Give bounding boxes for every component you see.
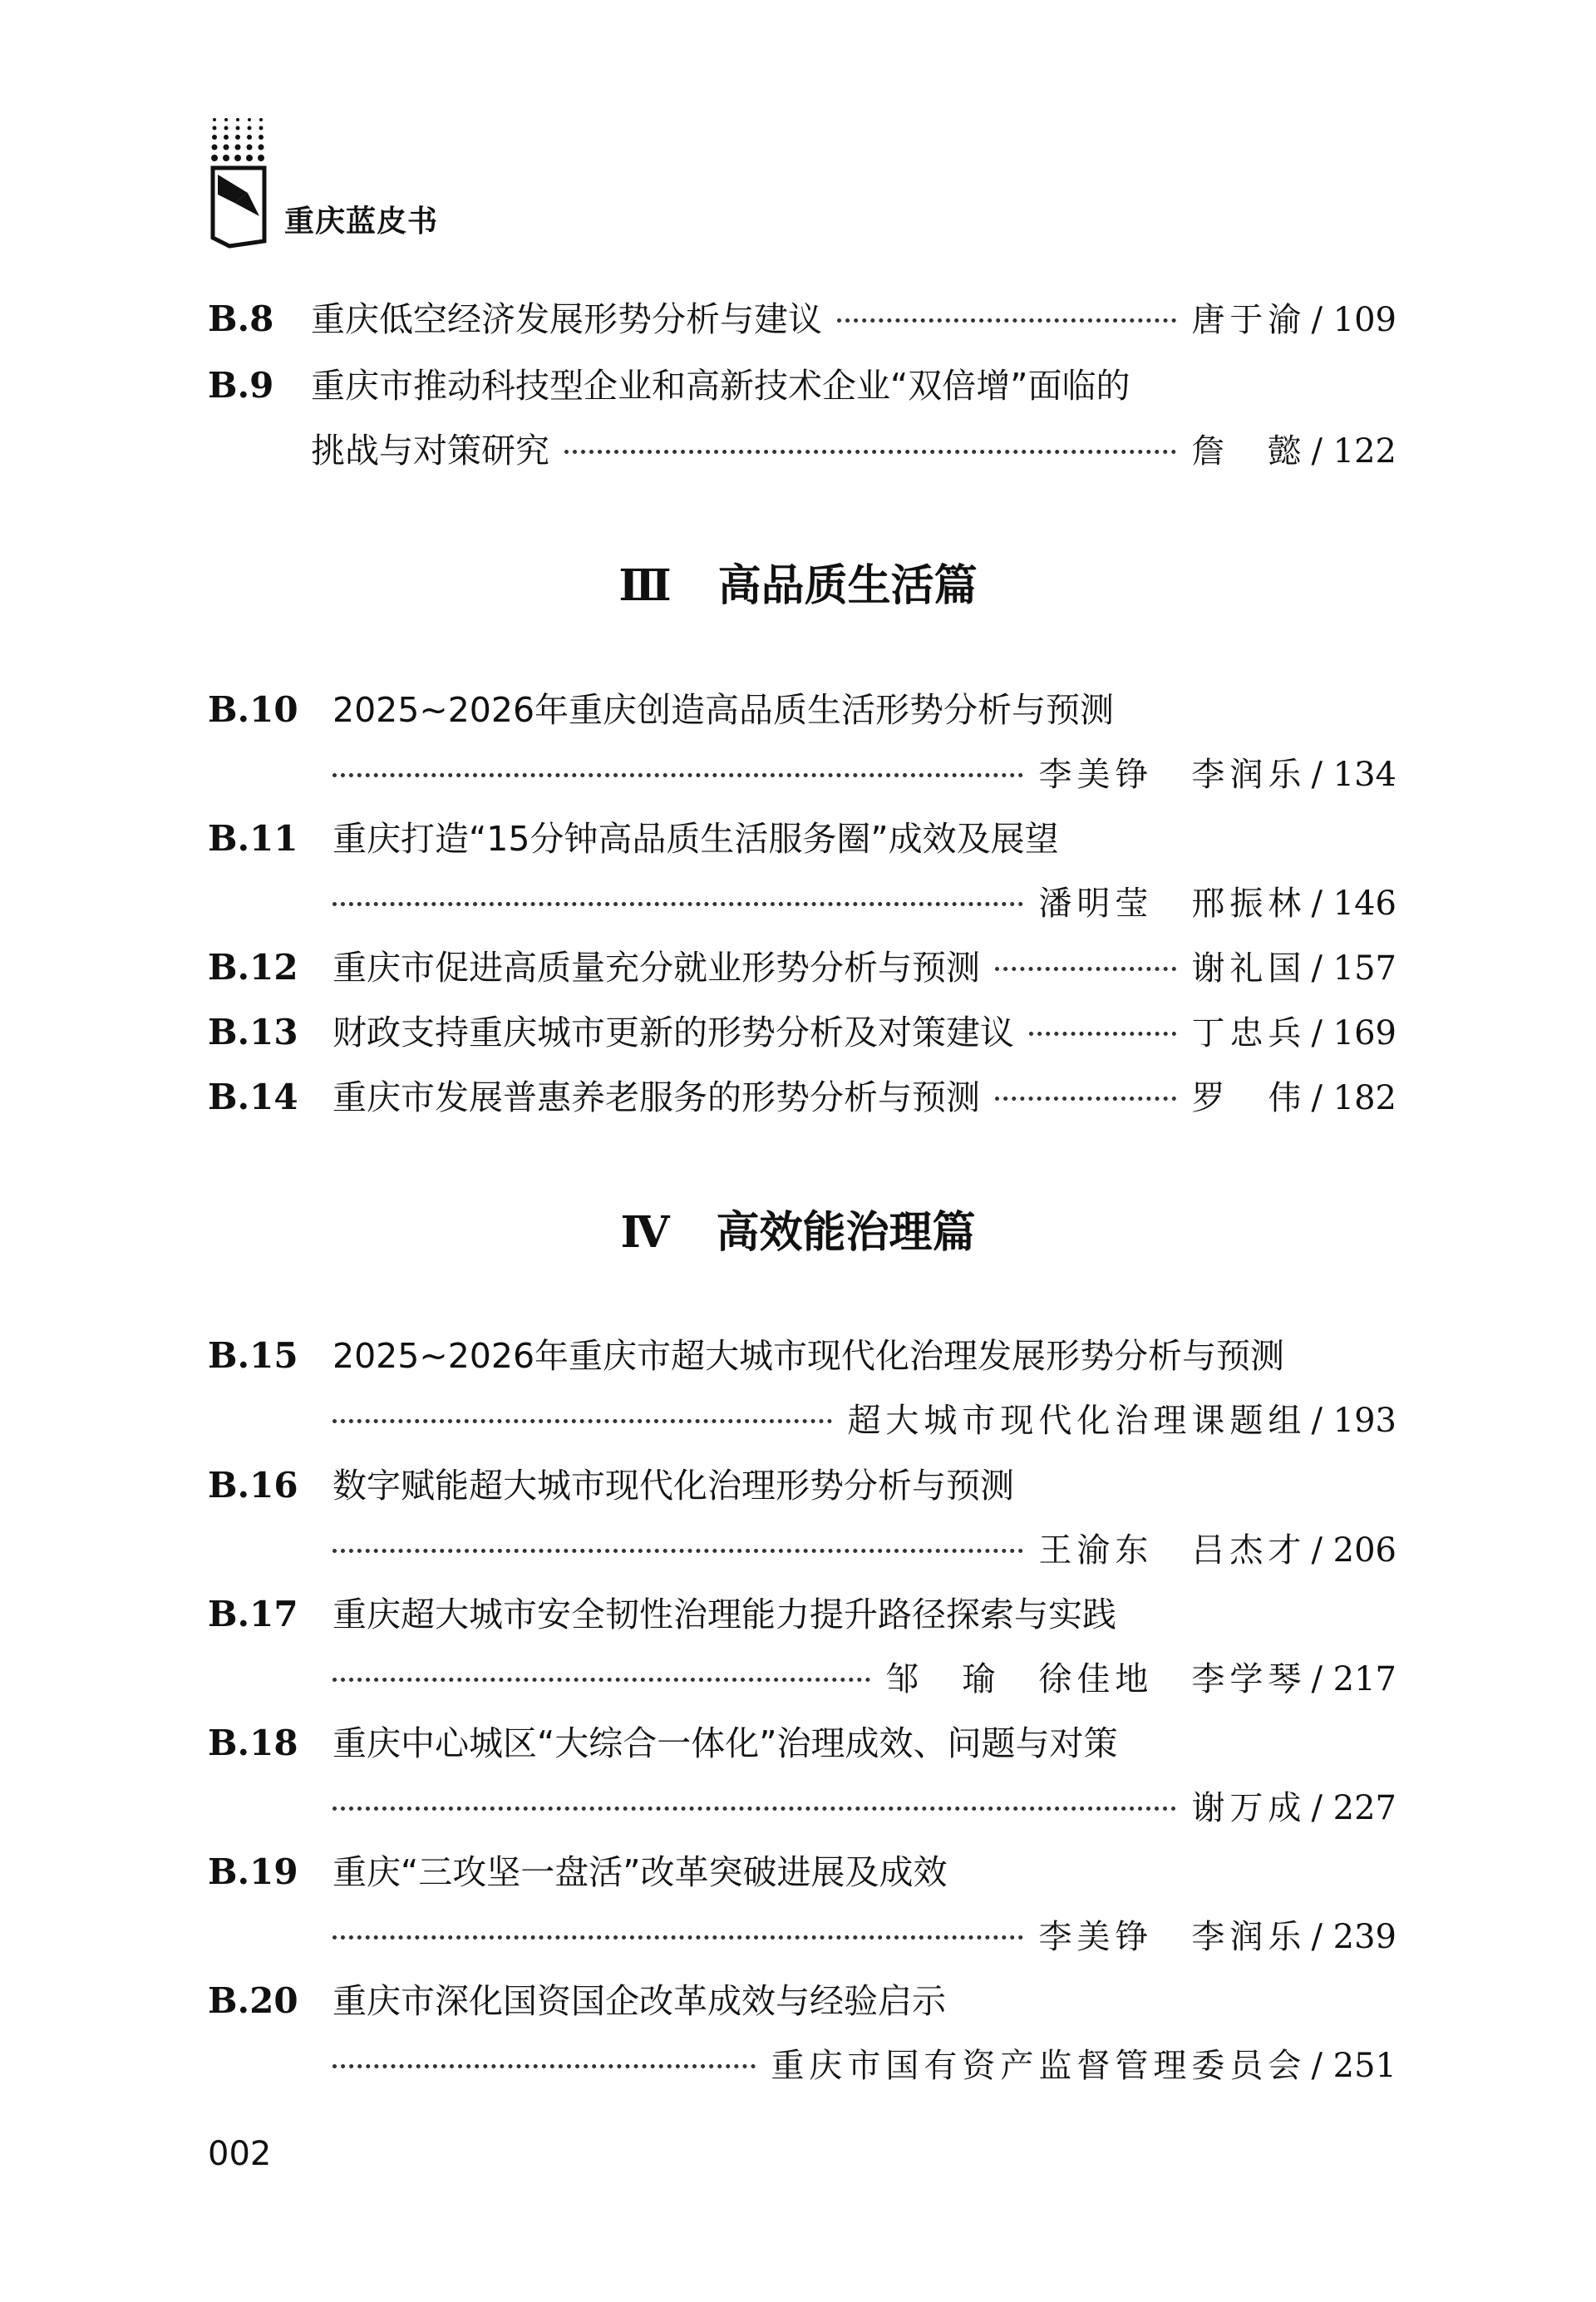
entry-code: B.18 (208, 1723, 298, 1763)
entry-page: / 134 (1311, 756, 1396, 794)
entry-author: 丁忠兵 (1191, 1014, 1307, 1052)
section-title: 高效能治理篇 (716, 1207, 976, 1258)
dot-leader (995, 967, 1176, 971)
entry-title: 重庆市推动科技型企业和高新技术企业“双倍增”面临的 (311, 366, 1130, 406)
entry-code: B.11 (208, 818, 298, 859)
toc-entry[interactable] (208, 935, 1396, 1000)
entry-title: 重庆市发展普惠养老服务的形势分析与预测 (332, 1077, 980, 1117)
entry-page: / 206 (1311, 1531, 1396, 1570)
book-corner-icon (209, 116, 268, 249)
entry-page: / 146 (1311, 885, 1396, 923)
entry-page: / 193 (1311, 1402, 1396, 1440)
entry-page: / 182 (1311, 1079, 1396, 1117)
toc-entry[interactable] (208, 678, 1396, 807)
entry-page: / 227 (1311, 1789, 1396, 1827)
entry-page: / 169 (1311, 1014, 1396, 1052)
toc-entry[interactable] (208, 287, 1396, 352)
toc-entry[interactable] (208, 1582, 1396, 1712)
entry-code: B.19 (208, 1851, 298, 1892)
entry-page: / 217 (1311, 1660, 1396, 1698)
dot-leader (332, 1807, 1176, 1811)
entry-author: 李美铮 李润乐 (1038, 1918, 1307, 1956)
dot-leader (332, 1935, 1023, 1940)
dot-leader (332, 1419, 832, 1423)
entry-author: 谢礼国 (1191, 949, 1307, 988)
section-heading (0, 1197, 1596, 1259)
entry-code: B.10 (208, 689, 298, 730)
section-title: 高品质生活篇 (717, 560, 978, 611)
entry-code: B.15 (208, 1335, 298, 1376)
entry-author: 超大城市现代化治理课题组 (847, 1402, 1307, 1440)
entry-author: 唐于渝 (1191, 301, 1307, 339)
entry-title: 挑战与对策研究 (311, 431, 549, 471)
entry-title: 重庆超大城市安全韧性治理能力提升路径探索与实践 (332, 1595, 1116, 1634)
toc-entry[interactable] (208, 1065, 1396, 1130)
entry-title: 2025~2026年重庆创造高品质生活形势分析与预测 (332, 690, 1115, 730)
entry-page: / 109 (1311, 301, 1396, 339)
entry-code: B.8 (208, 298, 274, 339)
entry-code: B.16 (208, 1465, 298, 1506)
entry-page: / 122 (1311, 432, 1396, 471)
entry-page: / 157 (1311, 949, 1396, 988)
entry-page: / 239 (1311, 1918, 1396, 1956)
dot-leader (564, 450, 1176, 454)
section-heading (0, 550, 1596, 613)
toc-entry[interactable] (208, 1324, 1396, 1453)
entry-title: 2025~2026年重庆市超大城市现代化治理发展形势分析与预测 (332, 1336, 1285, 1376)
entry-code: B.9 (208, 365, 274, 406)
toc-entry[interactable] (208, 1000, 1396, 1065)
entry-code: B.12 (208, 947, 298, 988)
entry-code: B.14 (208, 1077, 298, 1117)
section-number: Ⅲ (618, 560, 672, 611)
series-name: 重庆蓝皮书 (284, 205, 439, 239)
entry-title: 重庆市深化国资国企改革成效与经验启示 (332, 1981, 946, 2021)
toc-entry[interactable] (208, 806, 1396, 936)
toc-entry[interactable] (208, 1840, 1396, 1969)
page-number: 002 (208, 2135, 272, 2173)
entry-author: 邹 瑜 徐佳地 李学琴 (885, 1660, 1307, 1698)
dot-leader (332, 1678, 870, 1682)
dot-leader (332, 902, 1023, 906)
entry-author: 潘明莹 邢振林 (1038, 885, 1307, 923)
section-number: Ⅳ (620, 1207, 670, 1258)
entry-code: B.13 (208, 1012, 298, 1052)
entry-page: / 251 (1311, 2047, 1396, 2085)
entry-title: 重庆中心城区“大综合一体化”治理成效、问题与对策 (332, 1723, 1118, 1763)
entry-title: 重庆“三攻坚一盘活”改革突破进展及成效 (332, 1852, 948, 1892)
dot-leader (1029, 1032, 1176, 1036)
toc-entry[interactable] (208, 353, 1396, 483)
entry-code: B.20 (208, 1980, 298, 2021)
dot-leader (332, 2064, 756, 2068)
toc-entry[interactable] (208, 1453, 1396, 1583)
entry-title: 重庆低空经济发展形势分析与建议 (311, 299, 822, 339)
entry-author: 王渝东 吕杰才 (1038, 1531, 1307, 1570)
entry-author: 谢万成 (1191, 1789, 1307, 1827)
dot-leader (837, 318, 1176, 323)
toc-entry[interactable] (208, 1711, 1396, 1841)
toc-entry[interactable] (208, 1969, 1396, 2098)
entry-title: 财政支持重庆城市更新的形势分析及对策建议 (332, 1013, 1014, 1052)
entry-author: 詹 懿 (1191, 432, 1307, 471)
entry-code: B.17 (208, 1594, 298, 1634)
entry-author: 重庆市国有资产监督管理委员会 (771, 2047, 1307, 2085)
dot-leader (332, 773, 1023, 777)
entry-author: 罗 伟 (1191, 1079, 1307, 1117)
dot-leader (995, 1097, 1176, 1101)
entry-title: 重庆打造“15分钟高品质生活服务圈”成效及展望 (332, 819, 1059, 859)
entry-title: 数字赋能超大城市现代化治理形势分析与预测 (332, 1466, 1014, 1506)
entry-author: 李美铮 李润乐 (1038, 756, 1307, 794)
entry-title: 重庆市促进高质量充分就业形势分析与预测 (332, 948, 980, 988)
dot-leader (332, 1549, 1023, 1553)
